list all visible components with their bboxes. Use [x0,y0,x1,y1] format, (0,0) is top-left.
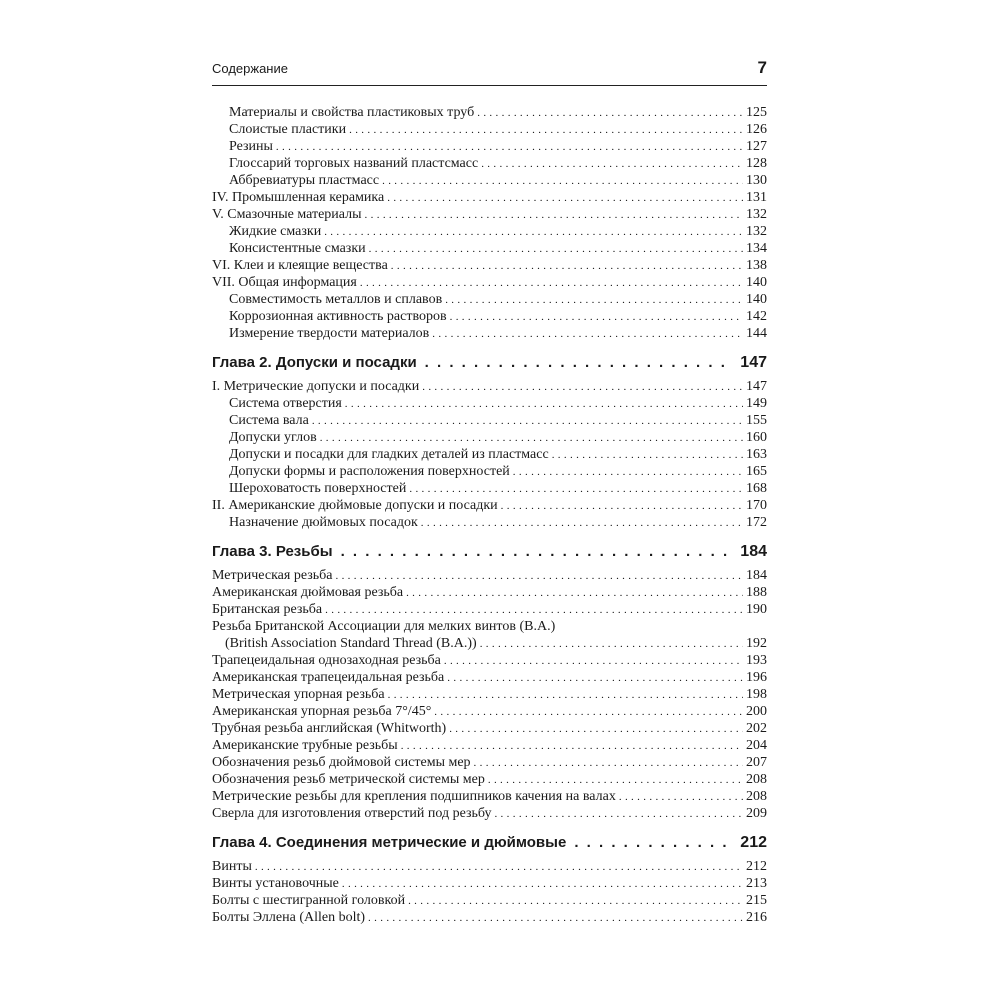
toc-entry[interactable] [212,771,767,788]
leader-dots [365,206,743,224]
toc-entry[interactable] [212,754,767,771]
toc-entry-title: Британская резьба [212,602,323,617]
toc-entry[interactable] [212,155,767,172]
toc-page [212,58,767,926]
toc-entry[interactable] [212,601,767,618]
leader-dots [447,669,743,687]
toc-entry-title: Обозначения резьб метрической системы мер [212,772,485,787]
toc-entry-title: Система вала [229,413,309,428]
toc-entry-title: Допуски формы и расположения поверхностей [229,464,510,479]
toc-entry-page: 140 [746,292,767,307]
toc-entry[interactable] [212,584,767,601]
toc-entry-page: 209 [746,806,767,821]
toc-entry[interactable] [212,480,767,497]
toc-entry-page: 149 [746,396,767,411]
leader-dots [312,412,743,430]
toc-entry-page: 172 [746,515,767,530]
toc-entry-title: Метрическая упорная резьба [212,687,385,702]
toc-entry-page: 213 [746,876,767,891]
toc-entry-page: 190 [746,602,767,617]
toc-entry[interactable] [212,308,767,325]
toc-entry-page: 188 [746,585,767,600]
leader-dots [477,104,743,122]
toc-entry-page: 165 [746,464,767,479]
toc-entry-page: 184 [746,568,767,583]
toc-entry[interactable] [212,138,767,155]
leader-dots [345,395,743,413]
leader-dots [494,805,743,823]
toc-entry[interactable] [212,121,767,138]
toc-entry[interactable] [212,567,767,584]
toc-entry-title: Трубная резьба английская (Whitworth) [212,721,447,736]
toc-entry-page: 207 [746,755,767,770]
toc-entry[interactable] [212,875,767,892]
toc-entry-title: Резьба Британской Ассоциации для мелких винтов (B.A.) [212,619,556,634]
toc-entry-page: 200 [746,704,767,719]
toc-entry-title: Американская трапецеидальная резьба [212,670,445,685]
toc-entry-title: Глоссарий торговых названий пластсмасс [229,156,479,171]
toc-entry-page: 125 [746,105,767,120]
toc-entry[interactable] [212,858,767,875]
leader-dots [445,291,743,309]
toc-entry[interactable] [212,652,767,669]
toc-entry-page: 208 [746,789,767,804]
toc-entry-page: 196 [746,670,767,685]
toc-entry-title: Аббревиатуры пластмасс [229,173,380,188]
toc-entry[interactable] [212,892,767,909]
toc-entry-page: 138 [746,258,767,273]
toc-entry-title: Американская упорная резьба 7°/45° [212,704,432,719]
toc-entry-page: 163 [746,447,767,462]
toc-entry[interactable] [212,514,767,531]
toc-entry-title: Совместимость металлов и сплавов [229,292,443,307]
toc-entry-page: 170 [746,498,767,513]
toc-entry[interactable] [212,669,767,686]
leader-dots [255,858,743,876]
toc-entry-title: V. Смазочные материалы [212,207,362,222]
toc-entry-title: Консистентные смазки [229,241,366,256]
chapter-page: 212 [740,834,767,851]
toc-entry-title: Метрическая резьба [212,568,333,583]
leader-dots [325,601,743,619]
leader-dots [382,172,743,190]
header-title: Содержание [212,61,288,76]
chapter-page: 147 [740,354,767,371]
toc-entry-page: 193 [746,653,767,668]
toc-entry-page: 160 [746,430,767,445]
toc-entry[interactable] [212,257,767,274]
toc-entry[interactable] [212,463,767,480]
toc-entry[interactable] [212,104,767,121]
toc-section-chapter3 [212,567,767,822]
toc-entry[interactable] [212,737,767,754]
running-header [212,58,767,86]
toc-entry[interactable] [212,325,767,342]
leader-dots [335,567,743,585]
leader-dots [349,121,743,139]
toc-entry[interactable] [212,635,767,652]
leader-dots [401,737,743,755]
toc-entry[interactable] [212,446,767,463]
toc-entry-title: Жидкие смазки [229,224,322,239]
leader-dots [449,720,743,738]
toc-entry-title: Слоистые пластики [229,122,347,137]
toc-entry-title: Винты [212,859,252,874]
toc-entry-title: VI. Клеи и клеящие вещества [212,258,388,273]
toc-entry-title: Измерение твердости материалов [229,326,430,341]
toc-entry-page: 134 [746,241,767,256]
toc-entry-title: Американские трубные резьбы [212,738,398,753]
chapter-title: Глава 3. Резьбы [212,543,333,560]
toc-entry[interactable] [212,172,767,189]
toc-entry-title: Метрические резьбы для крепления подшипников качения на валах [212,789,616,804]
chapter-title: Глава 4. Соединения метрические и дюймовые [212,834,567,851]
leader-dots [421,514,743,532]
toc-entry[interactable] [212,412,767,429]
toc-entry-title: Коррозионная активность растворов [229,309,447,324]
toc-entry[interactable] [212,429,767,446]
toc-entry-page: 192 [746,636,767,651]
toc-entry-title: Трапецеидальная однозаходная резьба [212,653,441,668]
toc-entry-page: 130 [746,173,767,188]
table-of-contents [212,104,767,926]
leader-dots [552,446,743,464]
toc-entry-page: 212 [746,859,767,874]
toc-entry[interactable] [212,618,767,635]
chapter-title: Глава 2. Допуски и посадки [212,354,417,371]
leader-dots [324,223,743,241]
toc-entry-page: 204 [746,738,767,753]
leader-dots [422,378,743,396]
leader-dots [501,497,743,515]
leader-dots [369,240,743,258]
toc-section-chapter1-continued [212,104,767,342]
toc-entry-title: Назначение дюймовых посадок [229,515,418,530]
toc-entry-page: 198 [746,687,767,702]
toc-entry-title: Шероховатость поверхностей [229,481,407,496]
leader-dots [480,635,743,653]
toc-entry-page: 202 [746,721,767,736]
toc-entry-title: II. Американские дюймовые допуски и посадки [212,498,498,513]
toc-entry[interactable] [212,206,767,223]
leader-dots [488,771,743,789]
leader-dots [276,138,743,156]
toc-entry-page: 128 [746,156,767,171]
toc-entry-page: 131 [746,190,767,205]
toc-section-chapter2 [212,378,767,531]
leader-dots [409,480,743,498]
toc-entry-title: Американская дюймовая резьба [212,585,404,600]
toc-entry-page: 208 [746,772,767,787]
toc-entry[interactable] [212,720,767,737]
chapter-page: 184 [740,543,767,560]
toc-entry-page: 216 [746,910,767,925]
toc-entry-title: VII. Общая информация [212,275,357,290]
toc-entry[interactable] [212,395,767,412]
toc-entry-title: Болты Эллена (Allen bolt) [212,910,366,925]
page-number: 7 [757,58,767,77]
leader-dots [391,257,743,275]
toc-entry-page: 142 [746,309,767,324]
toc-entry-page: 155 [746,413,767,428]
leader-dots [387,189,743,207]
toc-entry-page: 132 [746,207,767,222]
toc-entry-title: IV. Промышленная керамика [212,190,385,205]
toc-entry[interactable] [212,686,767,703]
toc-entry-page: 132 [746,224,767,239]
leader-dots [425,352,733,374]
leader-dots [368,909,743,927]
toc-entry-title: Резины [229,139,273,154]
toc-entry[interactable] [212,788,767,805]
toc-entry-title: Обозначения резьб дюймовой системы мер [212,755,471,770]
toc-entry[interactable] [212,291,767,308]
toc-entry-title: Болты с шестигранной головкой [212,893,406,908]
chapter-heading-3[interactable] [212,541,767,563]
toc-entry[interactable] [212,189,767,206]
toc-entry-title: Материалы и свойства пластиковых труб [229,105,475,120]
toc-entry-title: Сверла для изготовления отверстий под резьбу [212,806,492,821]
toc-entry[interactable] [212,497,767,514]
toc-entry[interactable] [212,703,767,720]
chapter-heading-4[interactable] [212,832,767,854]
toc-entry-title: Система отверстия [229,396,342,411]
toc-entry[interactable] [212,240,767,257]
leader-dots [320,429,743,447]
toc-entry[interactable] [212,378,767,395]
leader-dots [388,686,743,704]
toc-entry-page: 147 [746,379,767,394]
toc-entry-title: Винты установочные [212,876,339,891]
toc-entry-page: 127 [746,139,767,154]
toc-entry[interactable] [212,909,767,926]
leader-dots [481,155,743,173]
leader-dots [408,892,743,910]
toc-entry-page: 144 [746,326,767,341]
leader-dots [474,754,743,772]
leader-dots [450,308,743,326]
toc-entry-title: Допуски углов [229,430,317,445]
toc-entry-page: 140 [746,275,767,290]
leader-dots [619,788,743,806]
leader-dots [360,274,743,292]
toc-entry[interactable] [212,805,767,822]
toc-entry[interactable] [212,274,767,291]
chapter-heading-2[interactable] [212,352,767,374]
toc-entry-title: Допуски и посадки для гладких деталей из пластмасс [229,447,549,462]
leader-dots [342,875,743,893]
leader-dots [574,832,732,854]
toc-entry-title: (British Association Standard Thread (B.A.)) [225,636,477,651]
toc-entry-page: 215 [746,893,767,908]
toc-section-chapter4 [212,858,767,926]
leader-dots [434,703,743,721]
leader-dots [444,652,743,670]
toc-entry-page: 168 [746,481,767,496]
toc-entry-title: I. Метрические допуски и посадки [212,379,420,394]
leader-dots [432,325,743,343]
leader-dots [341,541,733,563]
leader-dots [513,463,743,481]
leader-dots [406,584,743,602]
toc-entry-page: 126 [746,122,767,137]
toc-entry[interactable] [212,223,767,240]
